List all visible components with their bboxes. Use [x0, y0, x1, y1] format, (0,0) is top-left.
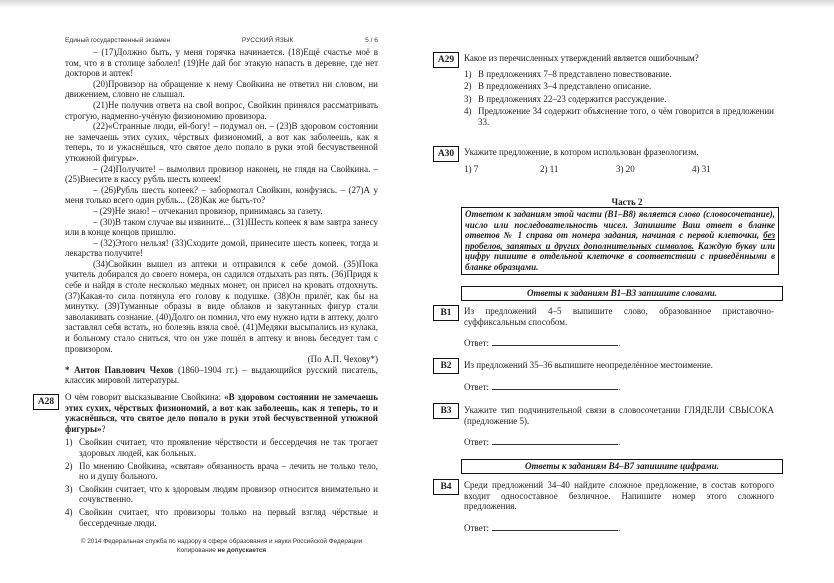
question-b2 [464, 360, 774, 392]
question-a28-text [65, 392, 378, 434]
question-label-a28: A28 [33, 394, 59, 410]
answer-line[interactable] [492, 436, 618, 445]
option-number: 4) [464, 106, 472, 117]
paragraph: – (26)Рубль шесть копеек? – забормотал Свойкин, конфузясь. – (27)А у меня только всего один рубль... (28)Как же быть-то? [65, 184, 378, 206]
instr-text: Ответом к заданиям этой части (B1–B8) является слово (словосочетание), число или последовательность чисел. Запишите Ваш ответ в бланке ответов № 1 справа от номера задания, начиная с первой клеточки, [465, 209, 775, 241]
question-end: ? [101, 423, 106, 434]
question-b4 [464, 480, 774, 533]
option[interactable] [464, 69, 774, 80]
paragraph: (22)«Странные люди, ей-богу! – подумал он. – (23)В здоровом состоянии не замечаешь этих сухих, чёрствых физиономий, а вот как заболеешь, как я теперь, то и ужаснёшься, что святое дело попало в руки этой бесчувственной утюжной фигуры». [65, 121, 378, 163]
a28-options [65, 437, 378, 528]
question-b3 [464, 405, 774, 448]
option[interactable] [464, 94, 774, 105]
question-quote: «В здоровом состоянии не замечаешь этих сухих, чёрствых физиономий, а вот как заболеешь, как я теперь, то и ужаснёшься, что святое дело попало в руки этой бесчувственной утюжной фигуры» [65, 392, 378, 434]
top-shadow [0, 0, 834, 8]
question-b3-text: Укажите тип подчинительной связи в словосочетании ГЛЯДЕЛИ СВЫСОКА (предложение 5). [464, 405, 774, 426]
part-2-instructions [461, 207, 779, 275]
header-page: 5 / 6 [365, 37, 378, 44]
option-text: Свойкин считает, что проявление чёрствости и бессердечия не так трогает здоровых людей, как больных. [79, 437, 378, 458]
option-text: Свойкин считает, что к здоровым людям провизор относится внимательно и сочувственно. [79, 483, 378, 505]
answer-b2[interactable]: Ответ: . [464, 381, 621, 392]
option-text: По мнению Свойкина, «святая» обязанность врача – лечить не только тело, но и душу больного. [79, 460, 378, 482]
answer-line[interactable] [492, 522, 618, 531]
answer-line[interactable] [492, 337, 618, 346]
header-subject: РУССКИЙ ЯЗЫК [241, 37, 294, 44]
question-b2-text: Из предложений 35–36 выпишите неопределённое местоимение. [464, 360, 713, 370]
option[interactable] [65, 507, 378, 528]
paragraph: – (30)В таком случае вы извините... (31)Шесть копеек я вам завтра занесу или в конце концов пришлю. [65, 216, 378, 238]
question-b1-text: Из предложений 4–5 выпишите слово, образованное приставочно-суффиксальным способом. [464, 306, 774, 327]
option-number: 4) [65, 506, 73, 517]
paragraph: (20)Провизор на обращение к нему Свойкина не ответил ни словом, ни движением, словно не слышал. [65, 78, 378, 100]
paragraph: (21)Не получив ответа на свой вопрос, Свойкин принялся рассматривать строгую, надменно-учёную физиономию провизора. [65, 99, 378, 121]
question-label-b2: B2 [433, 358, 459, 374]
answer-label: Ответ: [464, 437, 490, 448]
question-intro: О чём говорит высказывание Свойкина: [65, 392, 225, 402]
paragraph: (34)Свойкин вышел из аптеки и отправился к себе домой. (35)Пока учитель добирался до своего номера, он садился отдыхать раз пять. (36)Придя к себе и найдя в столе несколько медных монет, он присел на кровать отдохнуть. (37)Какая-то сила потянула его голову к подушке. (38)Он прилёг, как бы на минутку. (39)Туманные образы в виде облаков и закутанных фигур стали заволакивать сознание. (40)Долго он помнил, что ему нужно идти в аптеку, долго заставлял себя встать, но болезнь взяла своё. (41)Медяки высыпались из кулака, и больному стало сниться, что он уже пошёл в аптеку и вновь беседует там с провизором. [65, 258, 378, 354]
copy-notice-bold: не допускается [217, 547, 267, 554]
option[interactable]: 3) 20 [616, 163, 635, 174]
question-b1 [464, 306, 774, 349]
question-b4-text: Среди предложений 34–40 найдите сложное предложение, в состав которого входит односоставное безличное. Напишите номер этого сложного предложения. [464, 480, 774, 512]
page-footer [65, 537, 378, 555]
option[interactable]: 4) 31 [692, 163, 711, 174]
option-number: 1) [65, 437, 73, 448]
copy-notice [65, 546, 378, 555]
option[interactable] [464, 106, 774, 127]
answer-label: Ответ: [464, 338, 490, 349]
answer-label: Ответ: [464, 522, 490, 533]
option[interactable] [65, 484, 378, 505]
question-label-a30: A30 [433, 146, 459, 162]
paragraph: – (29)Не знаю! – отчеканил провизор, принимаясь за газету. [93, 205, 323, 216]
answer-line[interactable] [492, 381, 618, 390]
paragraph: – (17)Должно быть, у меня горячка начинается. (18)Ещё счастье моё в том, что я в столице заболел! (19)Не дай бог этакую напасть в деревне, где нет докторов и аптек! [65, 47, 378, 79]
option[interactable]: 2) 11 [540, 163, 559, 174]
answer-b1[interactable]: Ответ: . [464, 338, 621, 349]
option-number: 3) [464, 93, 472, 104]
option-number: 3) [65, 483, 73, 494]
option-text: В предложениях 3–4 представлено описание. [478, 81, 652, 92]
source-attribution: (По А.П. Чехову*) [307, 354, 378, 365]
option-text: Предложение 34 содержит объяснение того, о чём говорится в предложении 33. [478, 106, 774, 127]
option-text: Свойкин считает, что провизоры только на первый взгляд чёрствые и бессердечные люди. [79, 506, 378, 528]
question-label-b1: B1 [433, 305, 459, 321]
answer-b4[interactable]: Ответ: . [464, 522, 621, 533]
page-header [65, 37, 378, 44]
footnote-rest: (1860–1904 гг.) – выдающийся русский писатель, классик мировой литературы. [65, 364, 378, 386]
option[interactable] [464, 81, 774, 92]
instr-underlined: без пробелов, запятых и других дополнительных символов. [465, 230, 775, 251]
question-a30-text: Укажите предложение, в котором использован фразеологизм. [464, 147, 699, 157]
copy-notice-pre: Копирование [176, 547, 218, 554]
option-text: В предложениях 22–23 содержится рассуждение. [478, 93, 667, 104]
paragraph: – (32)Этого нельзя! (33)Сходите домой, принесите шесть копеек, тогда и лекарства получите! [65, 237, 378, 259]
option[interactable] [65, 437, 378, 458]
question-label-a29: A29 [433, 52, 459, 68]
copyright: © 2014 Федеральная служба по надзору в сфере образования и науки Российской Федерации [80, 538, 363, 545]
question-label-b4: B4 [433, 479, 459, 495]
instr-text: Каждую букву или цифру пишите в отдельной клеточке в соответствии с приведёнными в бланке образцами. [465, 240, 775, 272]
footnote [65, 365, 378, 386]
a30-options [464, 164, 774, 175]
option-text: В предложениях 7–8 представлено повествование. [478, 68, 672, 79]
paragraph: – (24)Получите! – вымолвил провизор наконец, не глядя на Свойкина. – (25)Внесите в кассу рубль шесть копеек! [65, 163, 378, 185]
band-b1-b3: Ответы к заданиям B1–B3 запишите словами. [461, 286, 783, 301]
option-number: 1) [464, 68, 472, 79]
header-exam: Единый государственный экзамен [65, 37, 171, 44]
question-a28 [65, 392, 378, 530]
part-2-title: Часть 2 [611, 197, 643, 207]
question-label-b3: B3 [433, 403, 459, 419]
question-a29-text: Какое из перечисленных утверждений является ошибочным? [464, 53, 699, 63]
a29-options [464, 69, 774, 128]
question-a30 [464, 147, 774, 174]
option-number: 2) [65, 460, 73, 471]
left-column-text [65, 47, 378, 386]
option-number: 2) [464, 81, 472, 92]
footnote-name: * Антон Павлович Чехов [65, 364, 174, 375]
option[interactable] [65, 461, 378, 482]
band-b4-b7: Ответы к заданиям B4–B7 запишите цифрами. [461, 459, 783, 474]
answer-label: Ответ: [464, 381, 490, 392]
answer-b3[interactable]: Ответ: . [464, 437, 621, 448]
question-a29 [464, 53, 774, 130]
option[interactable]: 1) 7 [464, 163, 479, 174]
